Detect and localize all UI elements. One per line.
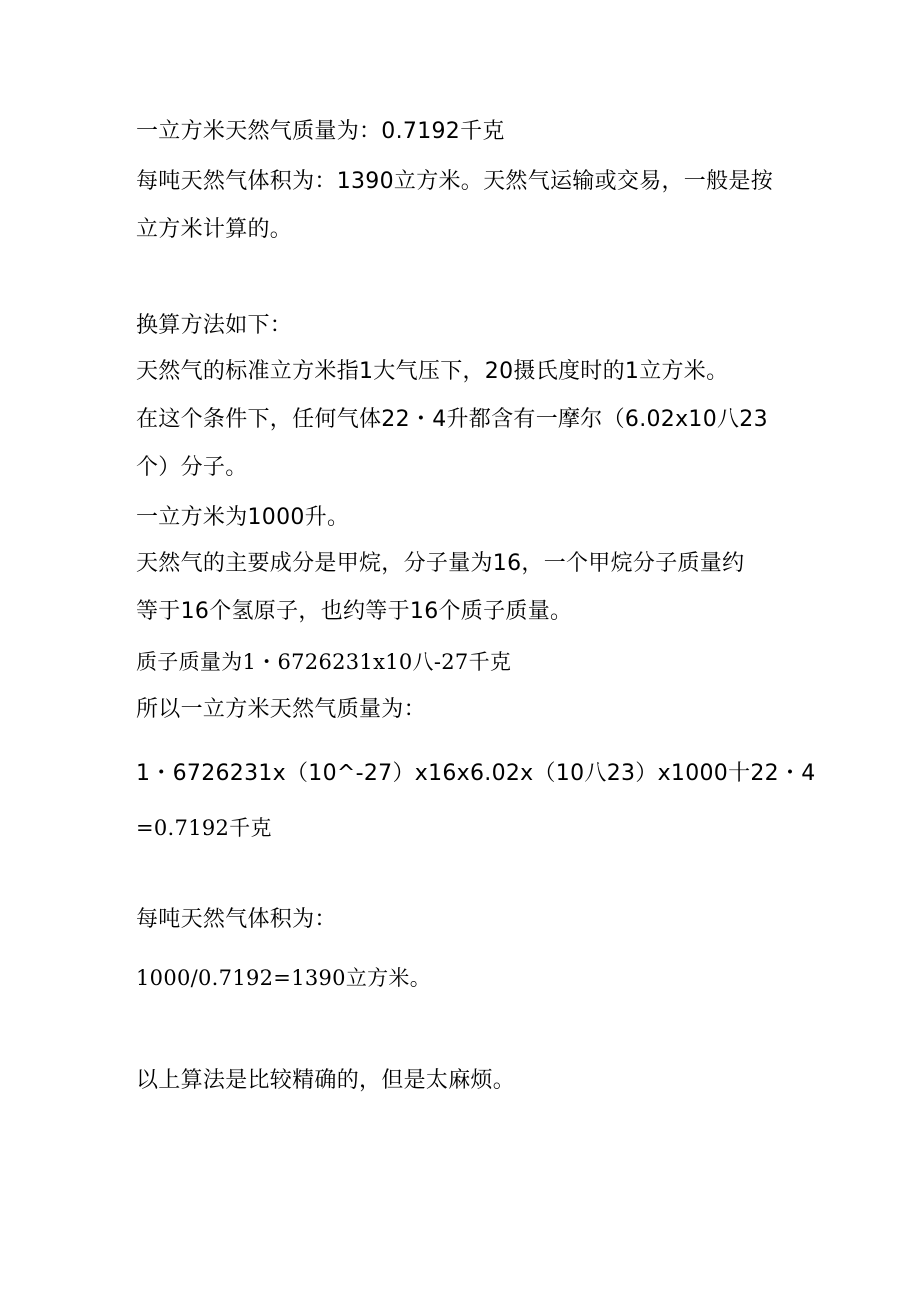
text-line: 天然气的标准立方米指1大气压下，20摄氏度时的1立方米。	[136, 359, 729, 384]
text-line: 天然气的主要成分是甲烷，分子量为16，一个甲烷分子质量约	[136, 551, 745, 576]
text-line: 个）分子。	[136, 455, 248, 480]
text-line: 所以一立方米天然气质量为：	[136, 697, 426, 722]
text-line: 立方米计算的。	[136, 217, 293, 242]
text-line: 每吨天然气体积为：	[136, 907, 337, 932]
text-line: 一立方米为1000升。	[136, 505, 350, 530]
text-line: 每吨天然气体积为：1390立方米。天然气运输或交易，一般是按	[136, 169, 773, 194]
text-line: 以上算法是比较精确的，但是太麻烦。	[136, 1068, 516, 1093]
text-line: 等于16个氢原子，也约等于16个质子质量。	[136, 599, 573, 624]
formula-line: 1000/0.7192=1390立方米。	[136, 966, 432, 990]
formula-line: 1・6726231x（10^-27）x16x6.02x（10八23）x1000十22・4	[136, 761, 816, 786]
formula-result: =0.7192千克	[136, 816, 272, 840]
text-line: 在这个条件下，任何气体22・4升都含有一摩尔（6.02x10八23	[136, 407, 768, 432]
text-line: 一立方米天然气质量为：0.7192千克	[136, 119, 505, 144]
text-line: 质子质量为1・6726231x10八-27千克	[136, 650, 512, 674]
text-line: 换算方法如下：	[136, 313, 293, 338]
